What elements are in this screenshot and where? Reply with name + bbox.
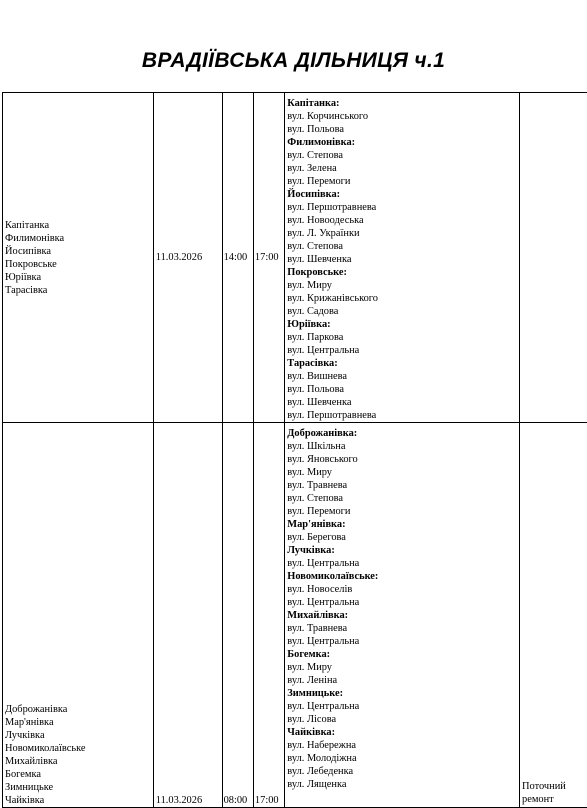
village-name: Лучківка <box>5 729 151 742</box>
village-group-heading: Юріївка: <box>287 318 517 331</box>
village-name: Покровське <box>5 258 151 271</box>
village-group-heading: Богемка: <box>287 648 517 661</box>
street-name: вул. Перемоги <box>287 505 517 518</box>
note-text: Поточний ремонт <box>522 780 582 807</box>
village-group-heading: Йосипівка: <box>287 188 517 201</box>
streets-cell <box>285 93 520 423</box>
village-name: Зимницьке <box>5 781 151 794</box>
village-group-heading: Лучківка: <box>287 544 517 557</box>
street-name: вул. Яновського <box>287 453 517 466</box>
street-name: вул. Берегова <box>287 531 517 544</box>
street-name: вул. Л. Українки <box>287 227 517 240</box>
time-to-cell: 17:00 <box>253 93 284 423</box>
street-name: вул. Новоодеська <box>287 214 517 227</box>
table-row <box>3 93 587 423</box>
street-name: вул. Першотравнева <box>287 201 517 214</box>
street-name: вул. Степова <box>287 492 517 505</box>
note-cell <box>520 93 587 423</box>
date-cell: 11.03.2026 <box>153 423 222 808</box>
date-cell: 11.03.2026 <box>153 93 222 423</box>
street-name: вул. Центральна <box>287 635 517 648</box>
village-group-heading: Михайлівка: <box>287 609 517 622</box>
street-name: вул. Травнева <box>287 622 517 635</box>
street-name: вул. Шевченка <box>287 253 517 266</box>
village-group-heading: Мар'янівка: <box>287 518 517 531</box>
village-name: Доброжанівка <box>5 703 151 716</box>
street-name: вул. Першотравнева <box>287 409 517 422</box>
street-name: вул. Набережна <box>287 739 517 752</box>
village-name: Новомиколаївське <box>5 742 151 755</box>
street-name: вул. Лященка <box>287 778 517 791</box>
village-group-heading: Доброжанівка: <box>287 427 517 440</box>
village-group-heading: Тарасівка: <box>287 357 517 370</box>
street-name: вул. Миру <box>287 466 517 479</box>
villages-cell <box>3 93 154 423</box>
street-name: вул. Леніна <box>287 674 517 687</box>
document-title: ВРАДІЇВСЬКА ДІЛЬНИЦЯ ч.1 <box>0 49 587 73</box>
time-from-cell: 08:00 <box>222 423 253 808</box>
note-cell <box>520 423 587 808</box>
street-name: вул. Зелена <box>287 162 517 175</box>
outage-schedule-table <box>2 92 587 808</box>
street-name: вул. Лісова <box>287 713 517 726</box>
street-name: вул. Садова <box>287 305 517 318</box>
street-name: вул. Травнева <box>287 479 517 492</box>
village-name: Йосипівка <box>5 245 151 258</box>
street-name: вул. Центральна <box>287 557 517 570</box>
street-name: вул. Миру <box>287 661 517 674</box>
village-name: Капітанка <box>5 219 151 232</box>
street-name: вул. Центральна <box>287 344 517 357</box>
street-name: вул. Крижанівського <box>287 292 517 305</box>
village-group-heading: Новомиколаївське: <box>287 570 517 583</box>
street-name: вул. Молодіжна <box>287 752 517 765</box>
street-name: вул. Перемоги <box>287 175 517 188</box>
street-name: вул. Степова <box>287 149 517 162</box>
street-name: вул. Центральна <box>287 700 517 713</box>
street-name: вул. Польова <box>287 383 517 396</box>
village-group-heading: Покровське: <box>287 266 517 279</box>
street-name: вул. Корчинського <box>287 110 517 123</box>
village-name: Филимонівка <box>5 232 151 245</box>
village-name: Тарасівка <box>5 284 151 297</box>
street-name: вул. Миру <box>287 279 517 292</box>
villages-cell <box>3 423 154 808</box>
street-name: вул. Шкільна <box>287 440 517 453</box>
village-name: Юріївка <box>5 271 151 284</box>
village-name: Богемка <box>5 768 151 781</box>
village-name: Чайківка <box>5 794 151 807</box>
street-name: вул. Новоселів <box>287 583 517 596</box>
village-name: Михайлівка <box>5 755 151 768</box>
schedule-table-body <box>3 93 587 808</box>
village-group-heading: Зимницьке: <box>287 687 517 700</box>
village-name: Мар'янівка <box>5 716 151 729</box>
streets-cell <box>285 423 520 808</box>
street-name: вул. Паркова <box>287 331 517 344</box>
village-group-heading: Чайківка: <box>287 726 517 739</box>
street-name: вул. Шевченка <box>287 396 517 409</box>
time-from-cell: 14:00 <box>222 93 253 423</box>
time-to-cell: 17:00 <box>253 423 284 808</box>
street-name: вул. Польова <box>287 123 517 136</box>
street-name: вул. Центральна <box>287 596 517 609</box>
village-group-heading: Филимонівка: <box>287 136 517 149</box>
street-name: вул. Вишнева <box>287 370 517 383</box>
village-group-heading: Капітанка: <box>287 97 517 110</box>
street-name: вул. Степова <box>287 240 517 253</box>
table-row <box>3 423 587 808</box>
street-name: вул. Лебеденка <box>287 765 517 778</box>
